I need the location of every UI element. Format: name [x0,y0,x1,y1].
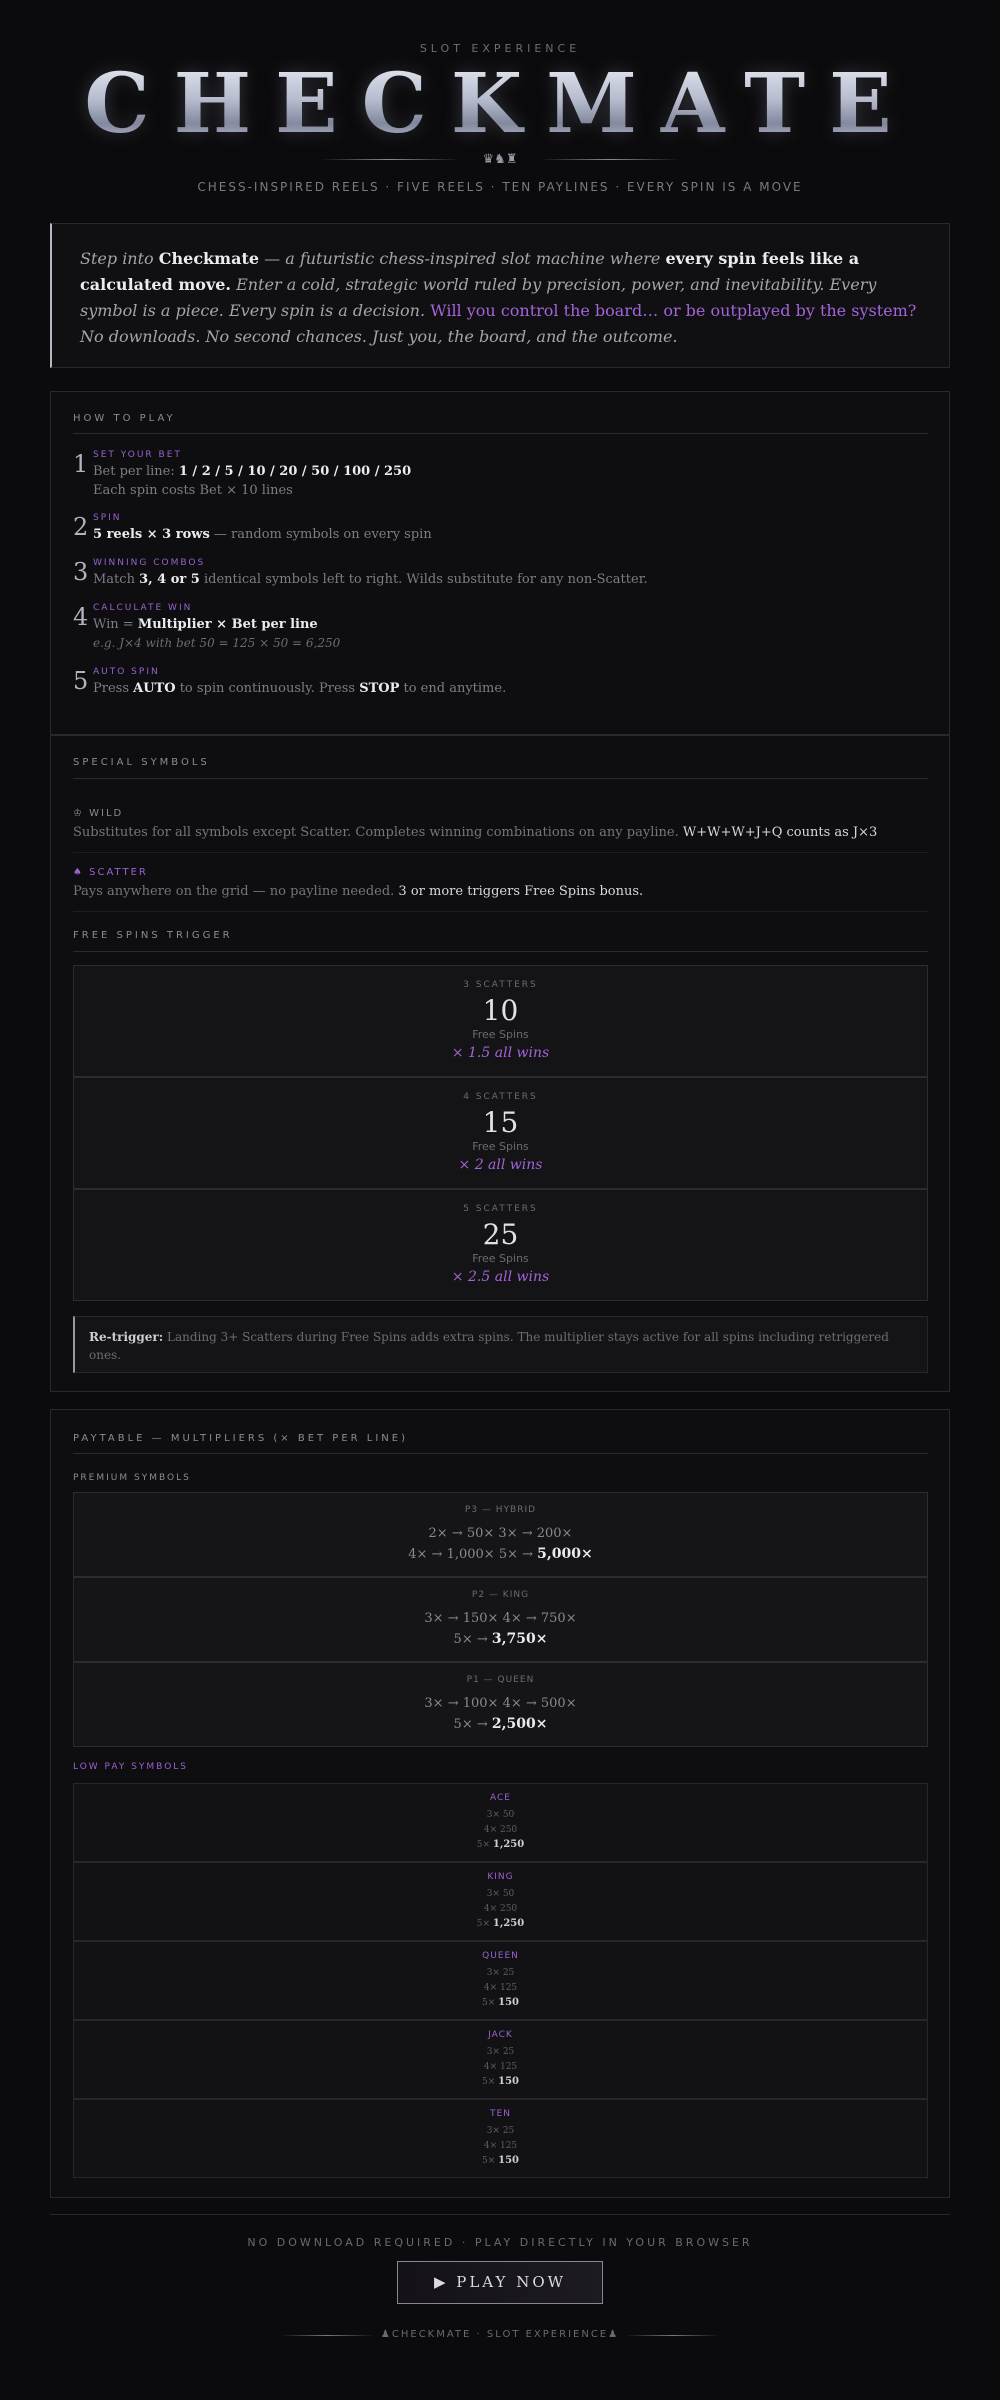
divider [73,951,928,952]
intro-box [50,223,950,368]
chess-pieces-icon: ♛♞♜ [482,152,518,167]
payout-4: 4× 250 [483,1904,518,1914]
wild-desc-text: Substitutes for all symbols except Scatter. Completes winning combinations on any payline. [73,825,683,840]
free-spins-count: 10 [482,994,519,1027]
ornament-line-left [320,159,460,160]
step-text: to spin continuously. Press [175,681,360,696]
free-spins-count: 15 [482,1106,519,1139]
premium-row [74,1631,927,1647]
step-text: Match [93,572,140,587]
scatter-highlight: 3 or more triggers Free Spins bonus. [398,884,644,899]
ornament-line-right [540,159,680,160]
free-spins-card [73,1077,928,1189]
payout-5 [74,1839,927,1850]
low-symbol-name: QUEEN [482,1951,519,1961]
step-strong: Multiplier × Bet per line [137,617,318,632]
premium-row: 3× → 150× 4× → 750× [424,1611,577,1626]
payout-4: 4× 125 [483,2141,518,2151]
payout-5-value: 150 [498,2076,519,2087]
section-title: SPECIAL SYMBOLS [73,757,210,768]
payout-5-label: 5× [481,2156,499,2166]
footer-note: NO DOWNLOAD REQUIRED · PLAY DIRECTLY IN YOUR BROWSER [247,2236,753,2249]
step-strong: 1 / 2 / 5 / 10 / 20 / 50 / 100 / 250 [178,464,412,479]
premium-row [74,1546,927,1562]
section-title: HOW TO PLAY [73,413,176,424]
step-strong: AUTO [133,681,176,696]
premium-row [74,1716,927,1732]
retrigger-text: Landing 3+ Scatters during Free Spins adds extra spins. The multiplier stays active for all spins including retriggered ones. [89,1330,889,1362]
step-number: 1 [73,450,89,478]
payout-5-value: 150 [498,1997,519,2008]
free-spins-caption: 3 SCATTERS [463,980,538,990]
free-spins-caption: 4 SCATTERS [463,1092,538,1102]
step-label: SET YOUR BET [93,450,182,460]
step-number: 4 [73,603,89,631]
step-number: 3 [73,558,89,586]
payout-5-label: 5× [481,1998,499,2008]
step-text: Press [93,681,134,696]
low-symbol-name: ACE [490,1793,511,1803]
free-spins-card [73,965,928,1077]
payout-4: 4× 125 [483,2062,518,2072]
low-symbol-card [73,2099,928,2178]
how-to-play-panel [50,391,950,735]
free-spins-title: FREE SPINS TRIGGER [73,930,233,941]
intro-question: Will you control the board… or be outplayed by the system? [430,301,917,320]
step-label: CALCULATE WIN [93,603,193,613]
eyebrow: SLOT EXPERIENCE [419,42,581,55]
low-symbol-card [73,1941,928,2020]
payout-3: 3× 25 [486,2047,515,2057]
step-text: Bet per line: [93,464,179,479]
free-spins-label: Free Spins [472,1252,529,1265]
free-spins-label: Free Spins [472,1028,529,1041]
payout-5-value: 150 [498,2155,519,2166]
premium-symbol-name: P3 — HYBRID [464,1505,537,1515]
payout-5 [74,2155,927,2166]
step-label: AUTO SPIN [93,667,160,677]
payout-5-value: 1,250 [492,1839,525,1850]
logo-title: CHECKMATE [0,56,1000,152]
wild-highlight: W+W+W+J+Q counts as J×3 [682,825,878,840]
low-symbol-card [73,1862,928,1941]
step-strong: STOP [359,681,400,696]
premium-title: PREMIUM SYMBOLS [73,1473,191,1483]
step-example: e.g. J×4 with bet 50 = 125 × 50 = 6,250 [93,636,341,650]
divider [73,852,928,853]
payout-5 [74,1997,927,2008]
special-symbols-panel [50,735,950,1392]
free-spins-multiplier: × 1.5 all wins [451,1045,550,1061]
footer-brand [280,2329,720,2345]
retrigger-label: Re-trigger: [89,1330,164,1344]
intro-text: No downloads. No second chances. Just you, the board, and the outcome. [80,327,678,346]
intro-text: — a futuristic chess-inspired slot machine where [259,249,666,268]
step-number: 2 [73,513,89,541]
payout-3: 3× 50 [486,1889,515,1899]
paytable-panel [50,1409,950,2198]
intro-text: Enter a cold, strategic world ruled by precision, power, and inevitability. Every symbol is a piece. Every spin is a decision. [80,275,877,320]
section-title: PAYTABLE — MULTIPLIERS (× BET PER LINE) [73,1433,409,1444]
premium-row: 2× → 50× 3× → 200× [428,1526,573,1541]
low-symbol-card [73,1783,928,1862]
premium-top-payout: 2,500× [491,1716,548,1732]
scatter-title: ♠ SCATTER [73,867,148,878]
step-line [93,617,318,632]
premium-symbol-name: P1 — QUEEN [466,1675,535,1685]
step-text: to end anytime. [399,681,507,696]
footer-line-right [625,2335,720,2336]
divider [73,433,928,434]
payout-5-label: 5× [476,1840,493,1850]
low-symbol-name: KING [487,1872,514,1882]
step-line [93,572,648,587]
premium-symbol-name: P2 — KING [471,1590,530,1600]
step-line [93,464,411,479]
divider [73,1453,928,1454]
free-spins-count: 25 [482,1218,519,1251]
payout-4: 4× 125 [483,1983,518,1993]
step-text: — random symbols on every spin [209,527,432,542]
divider [73,778,928,779]
intro-text: Step into [80,249,159,268]
payout-3: 3× 25 [486,2126,515,2136]
free-spins-multiplier: × 2.5 all wins [451,1269,550,1285]
low-symbol-name: TEN [490,2109,511,2119]
footer-brand-text: ♟CHECKMATE · SLOT EXPERIENCE♟ [380,2329,620,2340]
step-label: SPIN [93,513,122,523]
premium-row: 3× → 100× 4× → 500× [424,1696,577,1711]
tagline: CHESS-INSPIRED REELS · FIVE REELS · TEN PAYLINES · EVERY SPIN IS A MOVE [197,180,803,194]
intro-bold: every spin feels like a calculated move. [80,249,860,294]
premium-top-payout: 3,750× [491,1631,548,1647]
step-strong: 3, 4 or 5 [139,572,200,587]
payout-5-value: 1,250 [492,1918,525,1929]
payout-3: 3× 25 [486,1968,515,1978]
free-spins-card [73,1189,928,1301]
payout-4: 4× 250 [483,1825,518,1835]
payout-3: 3× 50 [486,1810,515,1820]
payout-5-label: 5× [476,1919,493,1929]
retrigger-note [73,1316,928,1373]
low-symbol-card [73,2020,928,2099]
payout-5-label: 5× [481,2077,499,2087]
low-symbol-name: JACK [488,2030,513,2040]
free-spins-caption: 5 SCATTERS [463,1204,538,1214]
scatter-desc [73,884,933,899]
footer-line-left [280,2335,375,2336]
premium-top-payout: 5,000× [537,1546,593,1562]
step-line [93,527,432,542]
step-number: 5 [73,667,89,695]
step-text: identical symbols left to right. Wilds substitute for any non-Scatter. [199,572,648,587]
wild-desc [73,825,933,840]
premium-symbol-card [73,1662,928,1747]
step-line-2: Each spin costs Bet × 10 lines [93,483,293,498]
low-pay-title: LOW PAY SYMBOLS [73,1762,189,1772]
payout-5 [74,1918,927,1929]
premium-symbol-card [73,1577,928,1662]
premium-symbol-card [73,1492,928,1577]
scatter-desc-text: Pays anywhere on the grid — no payline needed. [73,884,399,899]
divider [73,911,928,912]
free-spins-label: Free Spins [472,1140,529,1153]
step-strong: 5 reels × 3 rows [93,527,210,542]
premium-row-text: 5× → [453,1717,492,1732]
premium-row-text: 4× → 1,000× 5× → [408,1547,538,1562]
free-spins-multiplier: × 2 all wins [458,1157,543,1173]
wild-title: ♔ WILD [73,808,124,819]
step-line [93,681,506,696]
premium-row-text: 5× → [453,1632,492,1647]
ornament [320,152,680,168]
payout-5 [74,2076,927,2087]
footer-divider [50,2214,950,2215]
intro-brand: Checkmate [158,249,260,268]
step-text: Win = [93,617,138,632]
play-now-button[interactable]: ▶ PLAY NOW [397,2261,603,2304]
step-label: WINNING COMBOS [93,558,206,568]
